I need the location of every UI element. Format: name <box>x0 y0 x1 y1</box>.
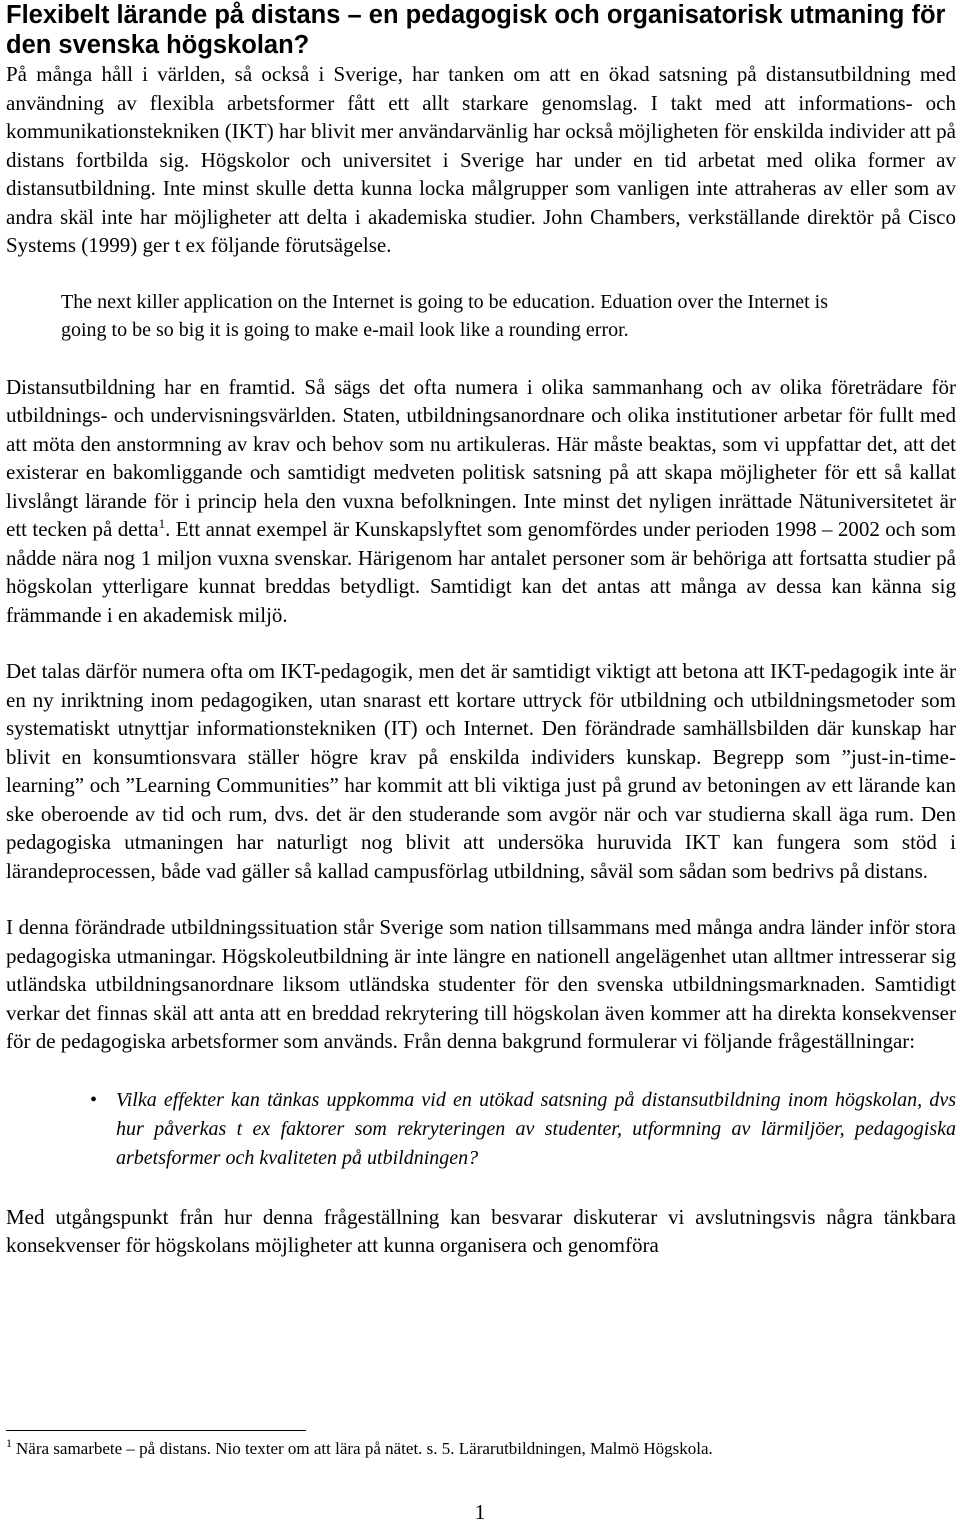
spacer <box>6 1056 956 1086</box>
page-number: 1 <box>474 1500 486 1524</box>
spacer <box>6 345 956 373</box>
spacer <box>6 260 956 288</box>
bullet-icon: • <box>90 1088 98 1111</box>
research-question-text: Vilka effekter kan tänkas uppkomma vid en utökad satsning på distansutbildning inom högskolan, dvs hur påverkas t ex faktorer som rekryteringen av studenter, utformning av lärmiljöer, pedagogiska arbetsformer och kvaliteten på utbildningen? <box>116 1088 956 1169</box>
footnote-divider <box>6 1430 306 1431</box>
footnote-reference: 1 <box>158 516 166 531</box>
spacer <box>6 629 956 657</box>
paragraph-5: Med utgångspunkt från hur denna frågeställning kan besvarar diskuterar vi avslutningsvis några tänkbara konsekvenser för högskolans möjligheter att kunna organisera och genomföra <box>6 1204 956 1257</box>
paragraph-2 <box>6 373 956 630</box>
document-title: Flexibelt lärande på distans – en pedagogisk och organisatorisk utmaning för den svenska högskolan? <box>6 1 946 59</box>
spacer <box>6 1173 956 1203</box>
footnote <box>6 1438 946 1460</box>
paragraph-4: I denna förändrade utbildningssituation står Sverige som nation tillsammans med många andra länder inför stora pedagogiska utmaningar. Högskoleutbildning är inte längre en nationell angelägenhet utan alltmer intresserar sig utländska utbildningsanordnare liksom utländska studenter för den svenska utbildningsmarknaden. Samtidigt verkar det finnas skäl att anta att en breddad rekrytering till högskolan även kommer att ha direkta konsekvenser för de pedagogiska arbetsformer som används. Från denna bakgrund formulerar vi följande frågeställningar: <box>6 915 956 1053</box>
paragraph-2-part-b: . Ett annat exempel är Kunskapslyftet som genomfördes under perioden 1998 – 2002 och som nådde nära nog 1 miljon vuxna svenskar. Härigenom har antalet personer som är behöriga att fortsatta studier på högskolan ytterligare kunnat breddas betydligt. Samtidigt kan det antas att många av dessa kan känna sig främmande i en akademisk miljö. <box>6 517 956 627</box>
spacer <box>6 885 956 913</box>
footnote-text: Nära samarbete – på distans. Nio texter om att lära på nätet. s. 5. Lärarutbildningen, Malmö Högskola. <box>16 1439 713 1458</box>
paragraph-3: Det talas därför numera ofta om IKT-pedagogik, men det är samtidigt viktigt att betona att IKT-pedagogik inte är en ny inriktning inom pedagogiken, utan snarast ett kortare uttryck för utbildning och utbildningsmetoder som systematiskt utnyttjar informationstekniken (IT) och Internet. Den förändrade samhällsbilden där kunskap har blivit en konsumtionsvara ställer högre krav på enskilda individers kunskap. Begrepp som ”just-in-time-learning” och ”Learning Communities” har kommit att bli viktiga just på grund av betoningen av ett lärande kan ske oberoende av tid och rum, dvs. det är den studerande som avgör när och var studierna skall äga rum. Den pedagogiska utmaningen har naturligt nog blivit att undersöka huruvida IKT kan fungera som stöd i lärandeprocessen, både vad gäller så kallad campusförlag utbildning, såväl som sådan som bedrivs på distans. <box>6 659 956 883</box>
paragraph-2-part-a: Distansutbildning har en framtid. Så sägs det ofta numera i olika sammanhang och av olika företrädare för utbildnings- och undervisningsvärlden. Staten, utbildningsanordnare och olika institutioner arbetar för fullt med att möta den anstormning av krav och behov som nu artikuleras. Här måste beaktas, som vi uppfattar det, att det existerar en bakomliggande och samtidigt medveten politisk satsning på att skapa möjligheter för ett så kallat livslångt lärande för i princip hela den vuxna befolkningen. Inte minst det nyligen inrättade Nätuniversitetet är ett tecken på detta <box>6 374 956 541</box>
research-question-item <box>90 1086 956 1173</box>
document-page <box>6 0 956 1260</box>
block-quote: The next killer application on the Internet is going to be education. Eduation over the Internet is going to be so big it is going to make e-mail look like a rounding error. <box>61 290 828 341</box>
footnote-mark: 1 <box>6 1436 12 1451</box>
intro-paragraph: På många håll i världen, så också i Sverige, har tanken om att en ökad satsning på distansutbildning med användning av flexibla arbetsformer fått ett allt starkare genomslag. I takt med att informations- och kommunikationstekniken (IKT) har blivit mer användarvänlig har också möjligheten för enskilda individer att på distans fortbilda sig. Högskolor och universitet i Sverige har under en tid arbetat med olika former av distansutbildning. Inte minst skulle detta kunna locka målgrupper som vanligen inte attraheras av eller som av andra skäl inte har möjligheter att delta i akademiska studier. John Chambers, verkställande direktör på Cisco Systems (1999) ger t ex följande förutsägelse. <box>6 62 956 257</box>
